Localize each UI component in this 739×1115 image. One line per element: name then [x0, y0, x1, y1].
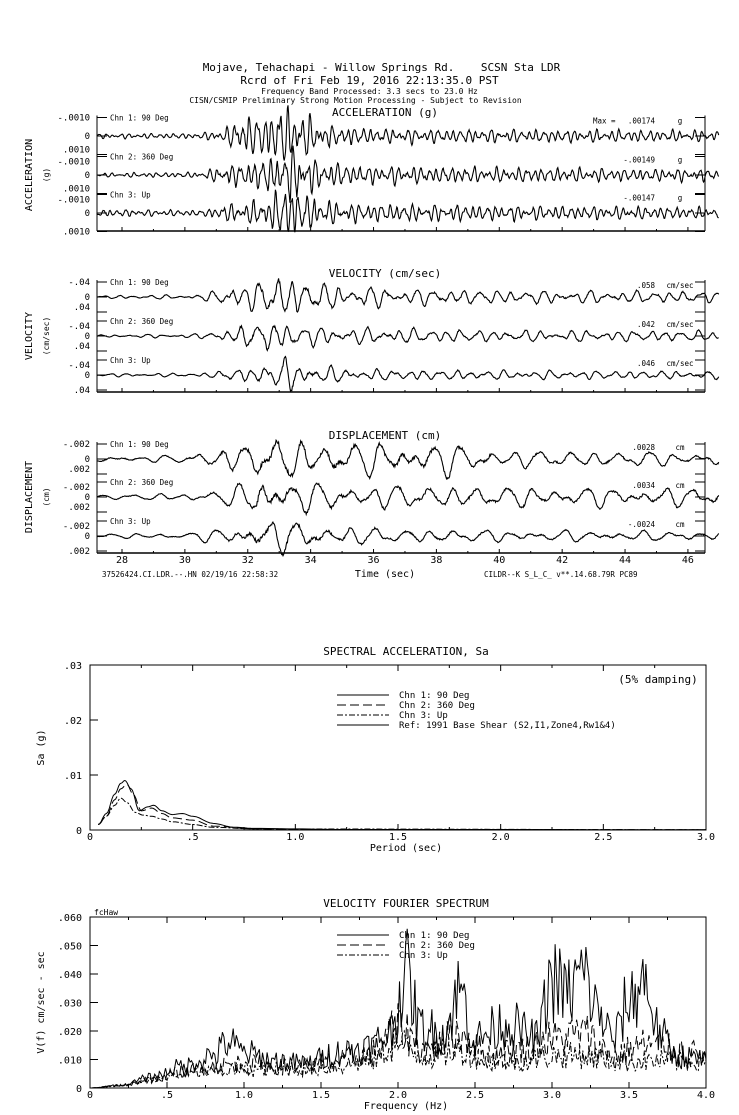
disp-max-unit: cm [675, 443, 685, 452]
disp-y-tick-label: 0 [84, 532, 90, 542]
sa-legend-entry: Chn 1: 90 Deg [399, 691, 470, 701]
vel-max-unit: cm/sec [666, 281, 694, 290]
acc-max-value: -.00147 [623, 193, 655, 203]
sa-y-tick-label: .03 [63, 661, 82, 672]
vel-y-tick-label: .04 [73, 386, 90, 396]
time-tick-label: 28 [115, 555, 129, 566]
sa-x-tick-label: 1.0 [286, 832, 305, 843]
sa-x-tick-label: .5 [186, 832, 199, 843]
sa-x-tick-label: 3.0 [696, 832, 716, 843]
disp-trace-channel-2 [97, 483, 719, 514]
sa-y-tick-label: .01 [63, 771, 82, 782]
sa-title: SPECTRAL ACCELERATION, Sa [323, 645, 489, 658]
disp-trace-channel-1 [97, 440, 719, 479]
record-station-title: Mojave, Tehachapi - Willow Springs Rd. SCSN Sta LDR [202, 61, 561, 74]
time-tick-label: 42 [556, 555, 569, 566]
acc-y-tick-label: .0010 [62, 145, 90, 156]
time-tick-label: 40 [493, 555, 506, 566]
acc-max-unit: g [677, 116, 683, 126]
disp-channel-label: Chn 2: 360 Deg [110, 478, 174, 487]
disp-max-unit: cm [675, 520, 685, 529]
sa-y-tick-label: .02 [63, 716, 82, 727]
fourier-y-tick-label: .060 [57, 913, 82, 924]
vel-max-value: .042 [636, 320, 655, 329]
frequency-band-note: Frequency Band Processed: 3.3 secs to 23.0 Hz [261, 87, 478, 96]
fourier-x-tick-label: 3.5 [619, 1090, 639, 1101]
disp-y-tick-label: -.002 [62, 522, 90, 532]
fourier-x-tick-label: 0 [86, 1090, 94, 1101]
fourier-x-tick-label: 1.5 [311, 1090, 331, 1101]
record-datetime: Rcrd of Fri Feb 19, 2016 22:13:35.0 PST [240, 74, 499, 87]
acc-max-prefix: Max = [593, 116, 616, 126]
acc-channel-label: Chn 3: Up [110, 190, 151, 200]
disp-y-tick-label: 0 [84, 493, 90, 503]
sa-x-tick-label: 1.5 [388, 832, 408, 843]
sa-series-1 [98, 781, 706, 830]
fourier-y-tick-label: .050 [57, 941, 82, 953]
fourier-corner-label: fcHaw [94, 908, 119, 917]
time-tick-label: 46 [681, 555, 694, 566]
fourier-legend-entry: Chn 3: Up [399, 951, 448, 961]
acc-max-unit: g [677, 193, 683, 203]
vel-max-value: .046 [636, 359, 655, 368]
fourier-y-tick-label: .020 [57, 1027, 82, 1038]
fourier-x-axis-label: Frequency (Hz) [363, 1101, 449, 1112]
acc-panel-title: ACCELERATION (g) [332, 106, 438, 119]
vel-max-unit: cm/sec [666, 359, 694, 368]
acc-y-tick-label: 0 [84, 209, 90, 219]
sa-plot-frame [90, 665, 706, 830]
vel-y-tick-label: -.04 [68, 278, 90, 288]
fourier-y-tick-label: .010 [57, 1055, 82, 1067]
vel-panel-title: VELOCITY (cm/sec) [328, 267, 442, 280]
acc-y-tick-label: 0 [84, 171, 90, 181]
time-axis-label: Time (sec) [354, 569, 416, 580]
acc-channel-label: Chn 1: 90 Deg [110, 113, 169, 123]
fourier-y-tick-label: .040 [57, 970, 82, 981]
disp-panel-title: DISPLACEMENT (cm) [328, 429, 442, 442]
disp-y-tick-label: -.002 [62, 440, 90, 450]
sa-series-2 [98, 784, 706, 829]
disp-max-value: -.0024 [627, 520, 655, 529]
vel-trace-channel-2 [97, 326, 719, 351]
acc-y-tick-label: .0010 [62, 227, 90, 238]
fourier-legend-entry: Chn 1: 90 Deg [399, 931, 470, 941]
time-tick-label: 44 [619, 555, 632, 566]
vel-unit-label: (cm/sec) [42, 316, 51, 356]
vel-y-tick-label: 0 [84, 332, 90, 342]
sa-x-axis-label: Period (sec) [369, 843, 443, 854]
processing-note: CISN/CSMIP Preliminary Strong Motion Processing - Subject to Revision [189, 96, 522, 105]
vel-channel-label: Chn 2: 360 Deg [110, 317, 174, 326]
sa-x-tick-label: 0 [86, 832, 94, 843]
fourier-y-tick-label: 0 [75, 1084, 82, 1095]
fourier-y-axis-label: V(f) cm/sec - sec [36, 951, 47, 1054]
disp-max-unit: cm [675, 481, 685, 490]
acc-max-unit: g [677, 155, 683, 165]
acc-max-value: -.00149 [623, 155, 655, 165]
disp-side-label: DISPLACEMENT [24, 460, 35, 534]
sa-legend-entry: Ref: 1991 Base Shear (S2,I1,Zone4,Rw1&4) [399, 721, 616, 731]
vel-side-label: VELOCITY [24, 311, 35, 361]
fourier-x-tick-label: 2.0 [388, 1090, 408, 1101]
acc-y-tick-label: -.0010 [57, 195, 90, 206]
vel-trace-channel-3 [97, 357, 719, 392]
vel-y-tick-label: -.04 [68, 322, 90, 332]
sa-x-tick-label: 2.0 [491, 832, 510, 843]
vel-y-tick-label: 0 [84, 293, 90, 303]
time-tick-label: 30 [178, 555, 191, 566]
fourier-x-tick-label: .5 [160, 1090, 174, 1101]
time-tick-label: 32 [241, 555, 254, 566]
sa-series-3 [98, 798, 706, 830]
fourier-x-tick-label: 3.0 [542, 1090, 562, 1101]
vel-channel-label: Chn 1: 90 Deg [110, 278, 169, 287]
acc-max-value: .00174 [627, 116, 655, 126]
disp-y-tick-label: 0 [84, 455, 90, 465]
fourier-x-tick-label: 2.5 [465, 1090, 485, 1101]
disp-unit-label: (cm) [42, 487, 51, 507]
acc-channel-label: Chn 2: 360 Deg [110, 152, 174, 162]
vel-y-tick-label: .04 [73, 303, 90, 313]
sa-legend-entry: Chn 2: 360 Deg [399, 701, 475, 711]
acc-unit-label: (g) [42, 167, 51, 183]
processing-code-footer: CILDR--K S_L_C_ v**.14.68.79R PC89 [484, 570, 638, 579]
vel-max-unit: cm/sec [666, 320, 694, 329]
sa-damping-note: (5% damping) [618, 673, 698, 686]
time-tick-label: 34 [304, 555, 317, 566]
disp-max-value: .0028 [632, 443, 655, 452]
vel-trace-channel-1 [97, 278, 719, 312]
record-id-footer: 37526424.CI.LDR.--.HN 02/19/16 22:58:32 [102, 570, 279, 579]
vel-y-tick-label: .04 [73, 342, 90, 352]
disp-y-tick-label: .002 [68, 547, 90, 557]
acc-side-label: ACCELERATION [24, 138, 35, 212]
fourier-x-tick-label: 4.0 [696, 1090, 716, 1101]
fourier-x-tick-label: 1.0 [234, 1090, 254, 1101]
acc-y-tick-label: .0010 [62, 184, 90, 195]
disp-y-tick-label: .002 [68, 503, 90, 513]
disp-y-tick-label: -.002 [62, 483, 90, 493]
vel-max-value: .058 [636, 281, 655, 290]
acc-y-tick-label: -.0010 [57, 113, 90, 124]
time-tick-label: 36 [367, 555, 380, 566]
sa-y-axis-label: Sa (g) [36, 729, 47, 766]
fourier-title: VELOCITY FOURIER SPECTRUM [323, 897, 489, 910]
acc-y-tick-label: -.0010 [57, 157, 90, 168]
sa-legend-entry: Chn 3: Up [399, 711, 448, 721]
disp-channel-label: Chn 1: 90 Deg [110, 440, 169, 449]
fourier-legend-entry: Chn 2: 360 Deg [399, 941, 475, 951]
vel-y-tick-label: -.04 [68, 361, 90, 371]
sa-y-tick-label: 0 [75, 826, 82, 837]
disp-y-tick-label: .002 [68, 465, 90, 475]
fourier-y-tick-label: .030 [57, 998, 82, 1010]
time-tick-label: 38 [430, 555, 443, 566]
sa-x-tick-label: 2.5 [594, 832, 613, 843]
vel-y-tick-label: 0 [84, 371, 90, 381]
disp-max-value: .0034 [632, 481, 655, 490]
acc-y-tick-label: 0 [84, 132, 90, 142]
disp-channel-label: Chn 3: Up [110, 517, 151, 526]
vel-channel-label: Chn 3: Up [110, 356, 151, 365]
